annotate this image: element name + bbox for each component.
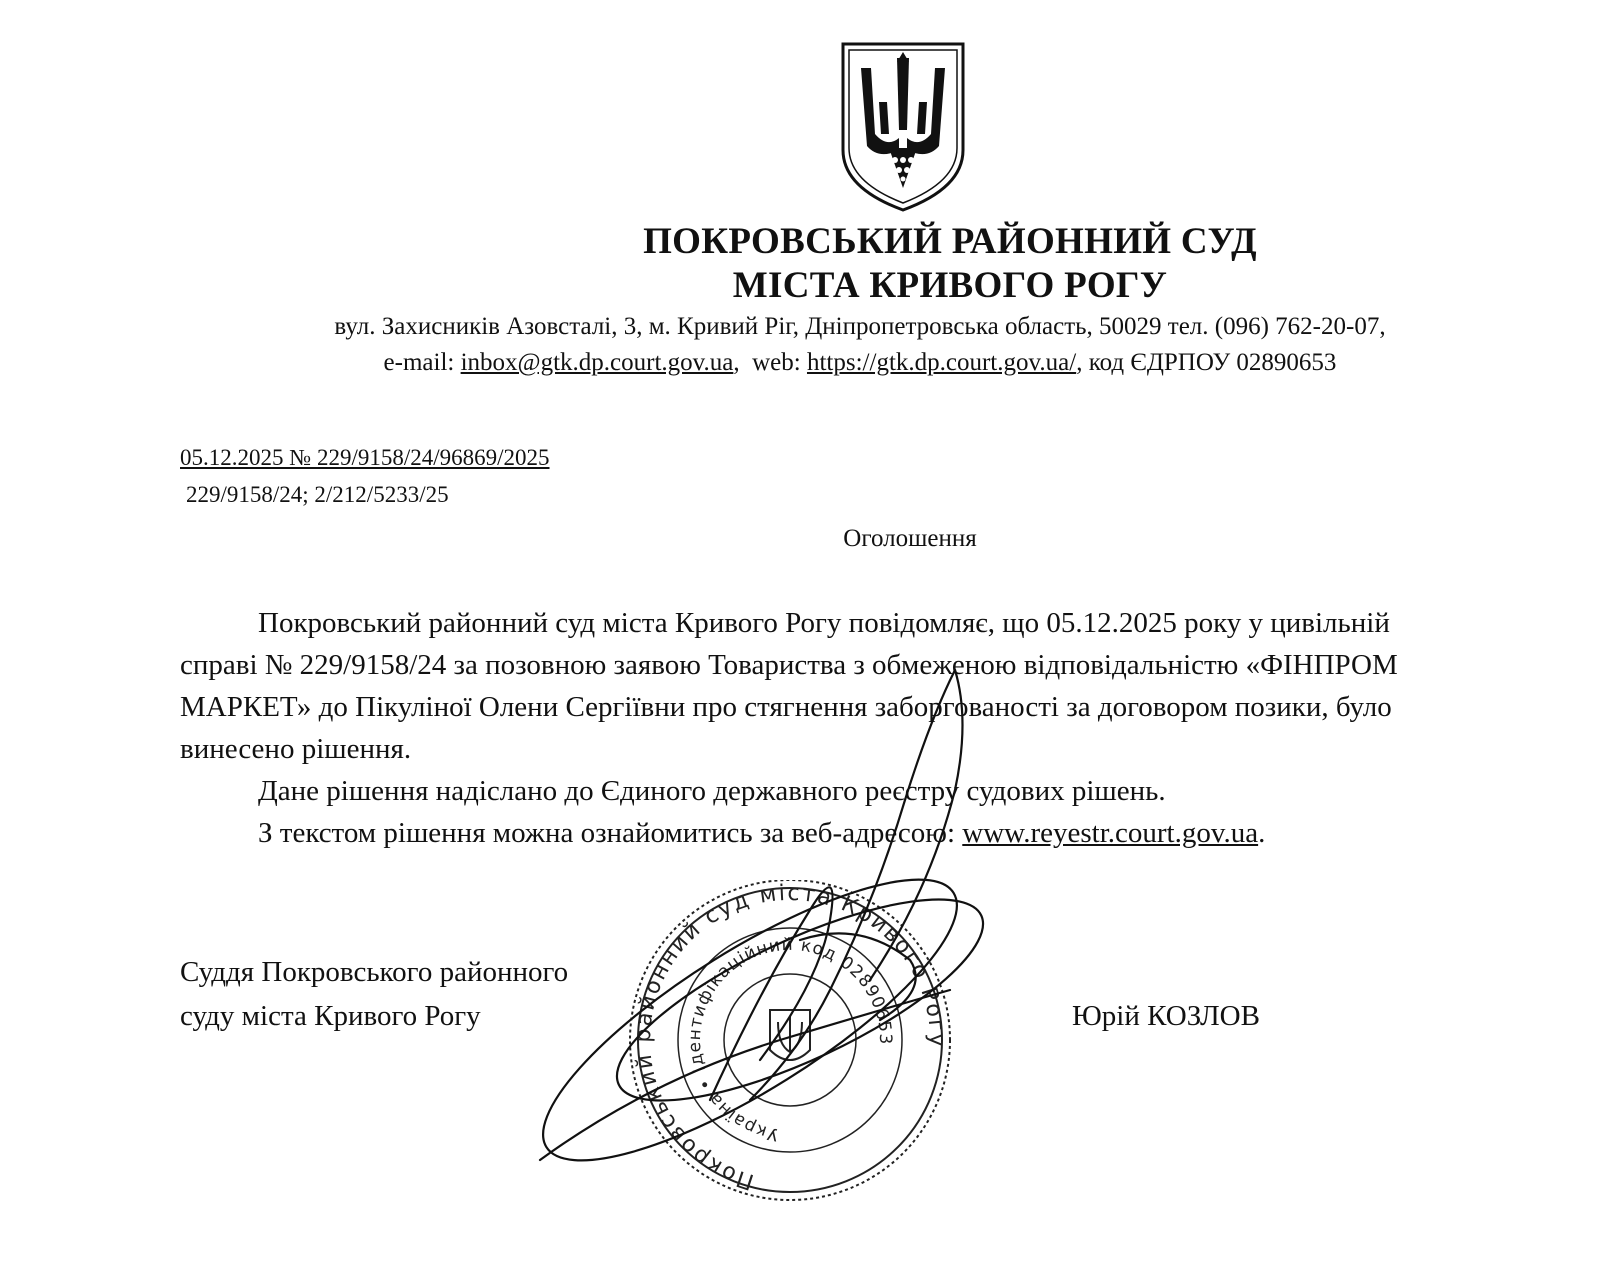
registry-link[interactable]: www.reyestr.court.gov.ua (962, 817, 1259, 849)
coat-of-arms-icon (835, 38, 971, 214)
case-numbers: 229/9158/24; 2/212/5233/25 (186, 482, 449, 507)
court-name-line2: МІСТА КРИВОГО РОГУ (732, 265, 1168, 306)
web-label: web: (752, 349, 801, 376)
court-name-line1: ПОКРОВСЬКИЙ РАЙОННИЙ СУД (643, 221, 1257, 262)
edrpou-code: код ЄДРПОУ 02890653 (1088, 349, 1337, 376)
paragraph-3-text: З текстом рішення можна ознайомитись за веб-адресою: (258, 817, 963, 849)
paragraph-1-line-2: справі № 229/9158/24 за позовною заявою Товариства з обмеженою відповідальністю «ФІНПРОМ (180, 649, 1398, 681)
signature-scribble-icon (500, 660, 1060, 1230)
paragraph-3-end: . (1258, 817, 1266, 849)
date-and-number: 05.12.2025 № 229/9158/24/96869/2025 (180, 445, 550, 470)
paragraph-1-line-1: Покровський районний суд міста Кривого Рогу повідомляє, що 05.12.2025 року у цивільній (258, 607, 1390, 639)
paragraph-1-line-4: винесено рішення. (180, 733, 412, 765)
email-link[interactable]: inbox@gtk.dp.court.gov.ua (460, 349, 734, 376)
stamp-inner-text: Україна • Ідентифікаційний код 02890653 (684, 934, 896, 1145)
web-link[interactable]: https://gtk.dp.court.gov.ua/ (806, 349, 1077, 376)
paragraph-1-line-3: МАРКЕТ» до Пікуліної Олени Сергіївни про стягнення заборгованості за договором позики, було (180, 691, 1392, 723)
judge-title-line1: Суддя Покровського районного (180, 956, 569, 988)
paragraph-2: Дане рішення надіслано до Єдиного державного реєстру судових рішень. (258, 775, 1166, 807)
stamp-outer-text: Покровський районний суд міста Кривого Рогу (630, 880, 950, 1194)
judge-title-line2: суду міста Кривого Рогу (180, 1000, 481, 1032)
court-address: вул. Захисників Азовсталі, 3, м. Кривий Ріг, Дніпропетровська область, 50029 тел. (096) 762-20-07, (334, 313, 1386, 340)
judge-name: Юрій КОЗЛОВ (1072, 1000, 1260, 1032)
email-label: e-mail: (383, 349, 455, 376)
court-contacts: e-mail: inbox@gtk.dp.court.gov.ua, web: https://gtk.dp.court.gov.ua/, код ЄДРПОУ 02890653 (383, 349, 1337, 376)
notice-title: Оголошення (843, 525, 977, 552)
